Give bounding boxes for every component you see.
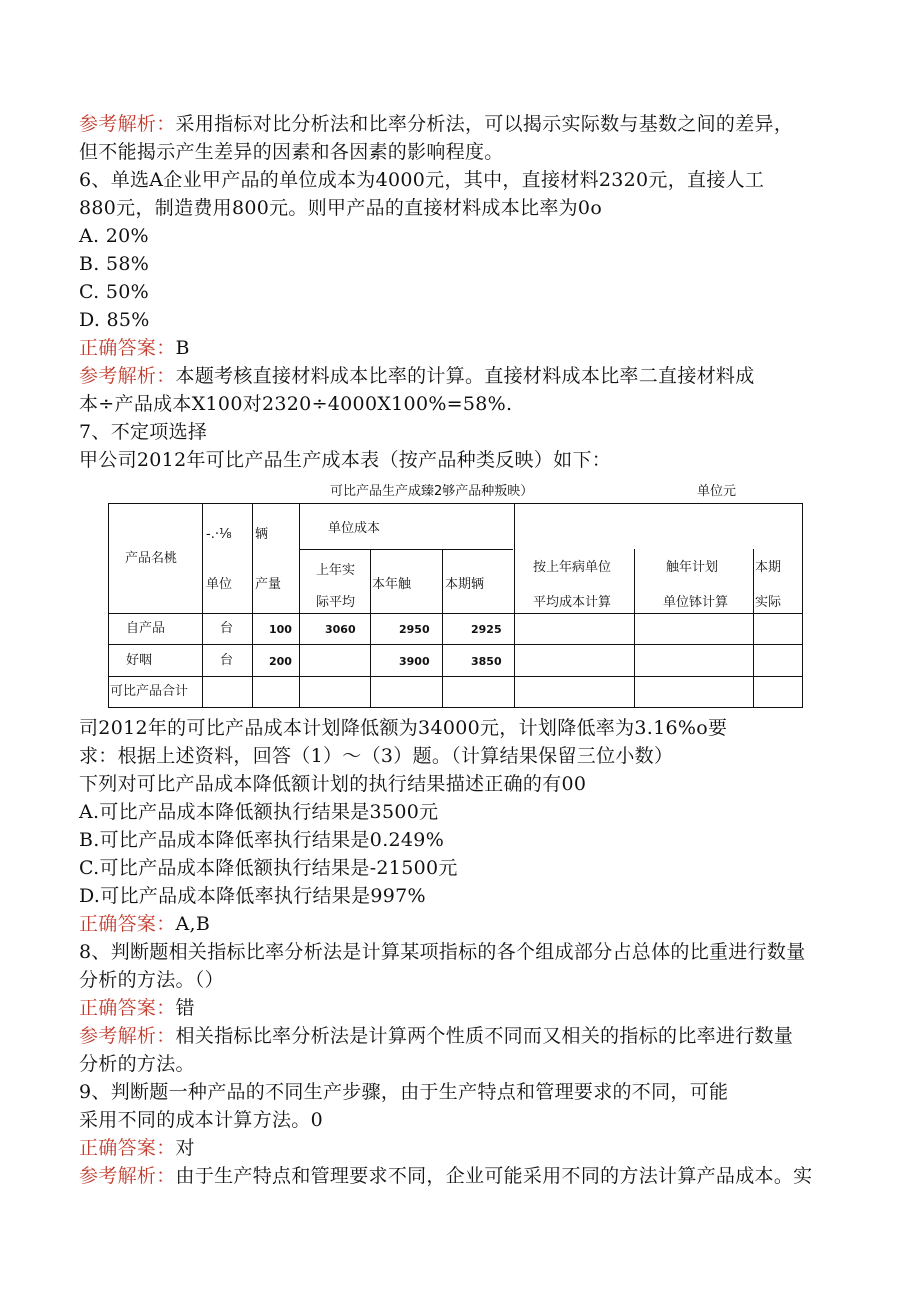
- table-rule: [299, 549, 513, 550]
- answer-text: B: [175, 337, 190, 359]
- row2-qty: 200: [269, 655, 292, 668]
- header-calc2-1: 触年计划: [666, 560, 719, 575]
- header-this-year: 本年触: [372, 577, 412, 592]
- answer-label: 正确答案：: [79, 1137, 176, 1159]
- answer-text: 错: [175, 997, 195, 1019]
- table-rule: [514, 503, 515, 708]
- header-product-name: 产品名桃: [125, 551, 178, 566]
- header-calc1-1: 按上年病单位: [533, 560, 612, 575]
- analysis-label: 参考解析：: [79, 1165, 176, 1187]
- header-last-year-1: 上年实: [316, 563, 356, 578]
- answer-8: [79, 997, 195, 1019]
- analysis-9: [79, 1165, 812, 1187]
- answer-text: A,B: [175, 913, 211, 935]
- row2-actual: 3850: [471, 655, 502, 668]
- header-this-period: 本期辆: [445, 577, 485, 592]
- row1-name: 自产品: [126, 621, 166, 636]
- plan-info: 司2012年的可比产品成本计划降低额为34000元，计划降低率为3.16%o要: [79, 717, 728, 739]
- option-a: A. 20%: [79, 225, 149, 247]
- row-total-name: 可比产品合计: [110, 684, 189, 699]
- answer-7: [79, 913, 210, 935]
- header-col2-top: -.·⅛: [206, 527, 232, 542]
- table-rule: [442, 549, 443, 708]
- header-unit-cost: 单位成本: [328, 521, 381, 536]
- analysis-8: [79, 1025, 793, 1047]
- header-calc2-2: 单位钵计算: [663, 595, 729, 610]
- row2-name: 好咽: [126, 653, 153, 668]
- answer-9: [79, 1137, 195, 1159]
- header-calc3-1: 本期: [755, 560, 782, 575]
- row1-unit: 台: [220, 621, 234, 636]
- table-rule: [753, 549, 754, 708]
- row1-last-year: 3060: [325, 623, 356, 636]
- table-rule: [202, 503, 203, 708]
- header-calc3-2: 实际: [755, 595, 782, 610]
- header-last-year-2: 际平均: [316, 595, 356, 610]
- line-2: 但不能揭示产生差异的因素和各因素的影响程度。: [79, 141, 504, 163]
- option-c: C. 50%: [79, 281, 149, 303]
- requirement: 求：根据上述资料，回答（1）～（3）题。（计算结果保留三位小数）: [79, 745, 674, 767]
- question-7: 7、不定项选择: [79, 421, 208, 443]
- question-8-cont: 分析的方法。（）: [79, 969, 224, 991]
- question-9: 9、判断题一种产品的不同生产步骤，由于生产特点和管理要求的不同，可能: [79, 1081, 729, 1103]
- line-text: 采用指标对比分析法和比率分析法，可以揭示实际数与基数之间的差异，: [175, 113, 794, 135]
- row2-unit: 台: [220, 653, 234, 668]
- analysis-text: 由于生产特点和管理要求不同，企业可能采用不同的方法计算产品成本。实: [175, 1165, 813, 1187]
- analysis-6-cont: 本÷产品成本X100对2320÷4000X100%=58%.: [79, 393, 513, 415]
- sub-option-b: B.可比产品成本降低率执行结果是0.249%: [79, 829, 445, 851]
- analysis-6: [79, 365, 755, 387]
- table-unit: 单位元: [697, 484, 737, 499]
- line-1: [79, 113, 793, 135]
- header-quantity: 产量: [255, 577, 282, 592]
- table-rule: [634, 549, 635, 708]
- question-8: 8、判断题相关指标比率分析法是计算某项指标的各个组成部分占总体的比重进行数量: [79, 941, 806, 963]
- table-rule: [370, 549, 371, 708]
- sub-question: 下列对可比产品成本降低额计划的执行结果描述正确的有00: [79, 773, 587, 795]
- analysis-text: 相关指标比率分析法是计算两个性质不同而又相关的指标的比率进行数量: [175, 1025, 794, 1047]
- header-unit: 单位: [206, 577, 233, 592]
- header-col3-top: 辆: [255, 527, 269, 542]
- row1-qty: 100: [269, 623, 292, 636]
- option-d: D. 85%: [79, 309, 150, 331]
- table-border-top: [108, 503, 803, 504]
- answer-label: 正确答案：: [79, 997, 176, 1019]
- table-rule: [252, 503, 253, 708]
- analysis-label: 参考解析：: [79, 365, 176, 387]
- row2-plan: 3900: [399, 655, 430, 668]
- cost-table: [108, 503, 803, 708]
- option-b: B. 58%: [79, 253, 150, 275]
- table-title: 可比产品生产成臻2够产品种叛映）: [330, 484, 534, 499]
- question-7-intro: 甲公司2012年可比产品生产成本表（按产品种类反映）如下：: [79, 449, 612, 471]
- table-border-right: [802, 503, 803, 708]
- analysis-label: 参考解析：: [79, 1025, 176, 1047]
- table-rule: [108, 676, 803, 677]
- sub-option-c: C.可比产品成本降低额执行结果是-21500元: [79, 857, 458, 879]
- analysis-8-cont: 分析的方法。: [79, 1053, 195, 1075]
- header-calc1-2: 平均成本计算: [533, 595, 612, 610]
- table-rule: [299, 503, 300, 708]
- answer-6: [79, 337, 190, 359]
- sub-option-a: A.可比产品成本降低额执行结果是3500元: [79, 801, 439, 823]
- question-6: 6、单选A企业甲产品的单位成本为4000元，其中，直接材料2320元，直接人工: [79, 169, 765, 191]
- line-label: 参考解析：: [79, 113, 176, 135]
- question-9-cont: 采用不同的成本计算方法。0: [79, 1109, 323, 1131]
- table-border-bottom: [108, 707, 803, 708]
- answer-label: 正确答案：: [79, 337, 176, 359]
- answer-label: 正确答案：: [79, 913, 176, 935]
- sub-option-d: D.可比产品成本降低率执行结果是997%: [79, 885, 426, 907]
- answer-text: 对: [175, 1137, 195, 1159]
- table-rule: [108, 644, 803, 645]
- table-rule: [108, 613, 803, 614]
- row1-actual: 2925: [471, 623, 502, 636]
- question-6-cont: 880元，制造费用800元。则甲产品的直接材料成本比率为0o: [79, 197, 603, 219]
- analysis-text: 本题考核直接材料成本比率的计算。直接材料成本比率二直接材料成: [175, 365, 755, 387]
- row1-plan: 2950: [399, 623, 430, 636]
- table-border-left: [108, 503, 109, 708]
